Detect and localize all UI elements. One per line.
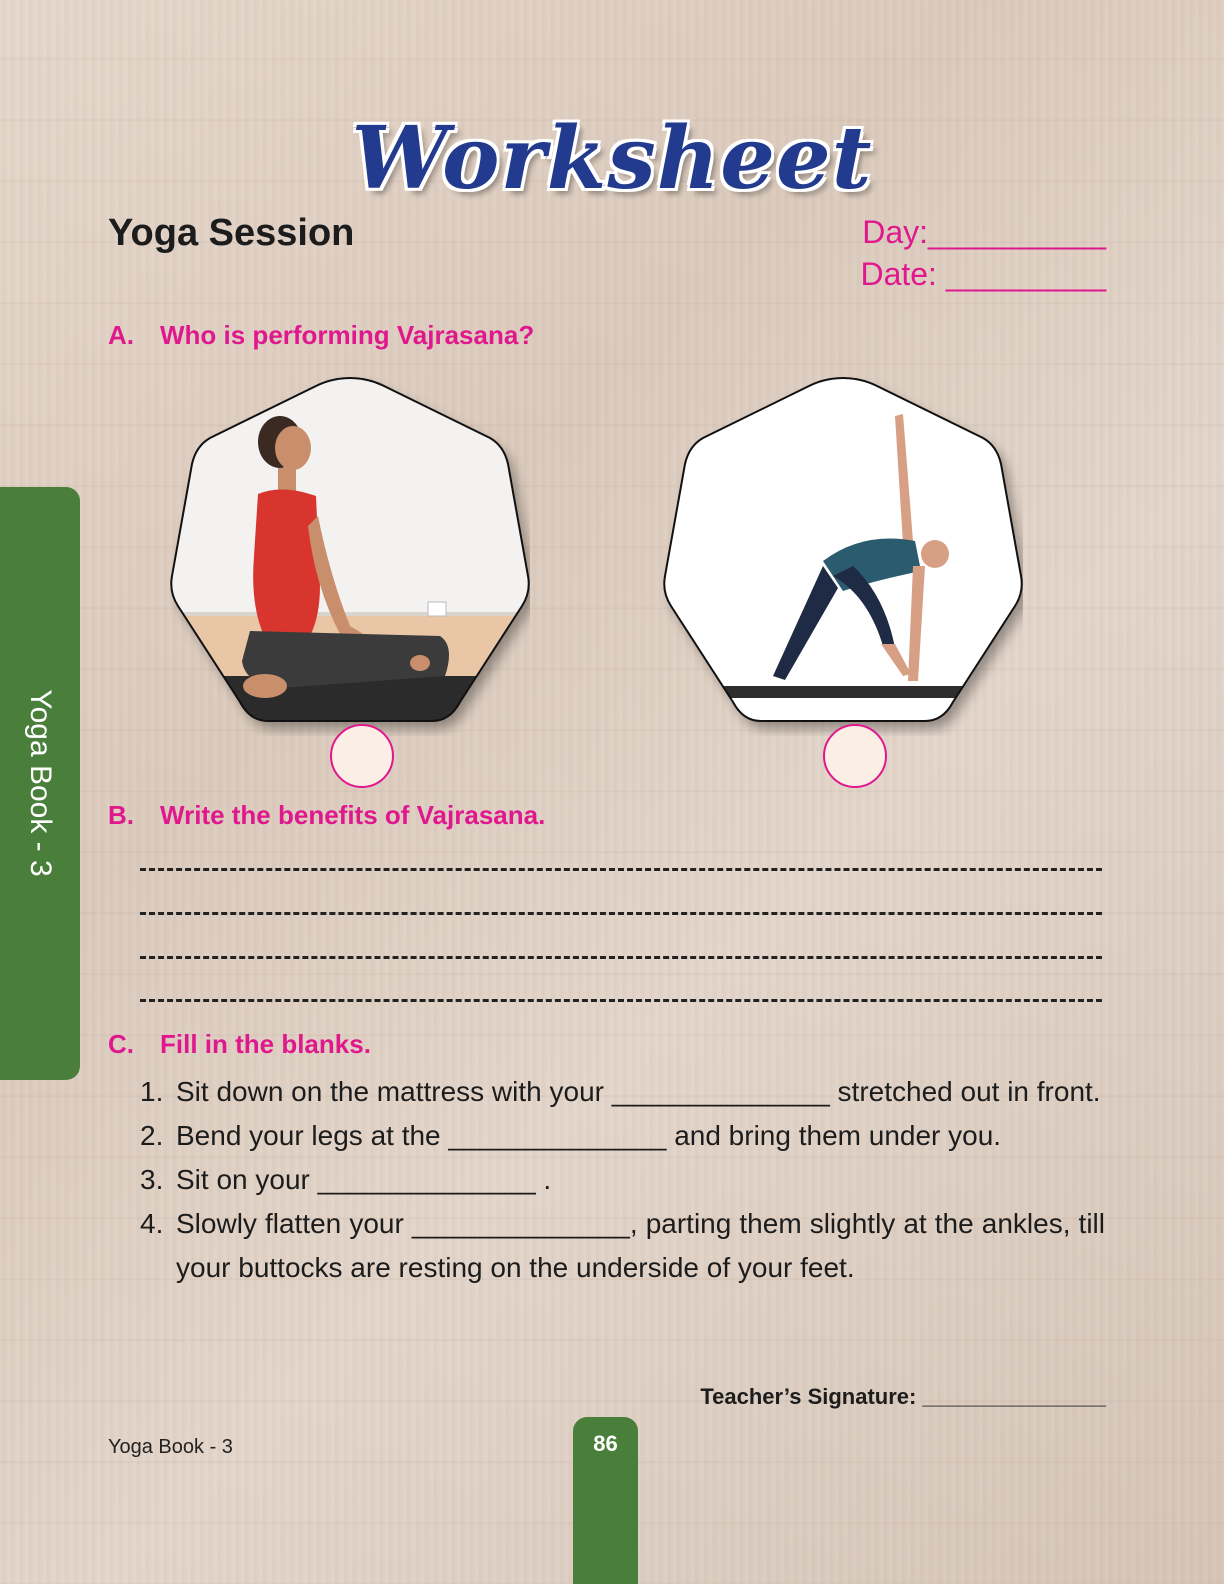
section-a-question <box>108 320 534 351</box>
answer-line-3[interactable] <box>140 956 1102 959</box>
section-c-question <box>108 1029 371 1060</box>
section-b-text: Write the benefits of Vajrasana. <box>160 800 546 830</box>
vajrasana-photo-frame <box>170 376 530 736</box>
answer-line-1[interactable] <box>140 868 1102 871</box>
side-chapter-tab <box>0 487 80 1080</box>
page-number: 86 <box>593 1431 618 1456</box>
list-item <box>140 1202 1105 1290</box>
answer-circle-1[interactable] <box>330 724 394 788</box>
item-number: 4. <box>140 1208 164 1239</box>
item-text: Sit down on the mattress with your ______________ stretched out in front. <box>176 1076 1101 1107</box>
item-number: 1. <box>140 1076 164 1107</box>
footer-book-label: Yoga Book - 3 <box>108 1436 233 1458</box>
session-title: Yoga Session <box>108 212 355 254</box>
section-b-question <box>108 800 545 831</box>
list-item <box>140 1158 1105 1202</box>
item-text: Bend your legs at the ______________ and bring them under you. <box>176 1120 1002 1151</box>
item-text: Slowly flatten your ______________, parting them slightly at the ankles, till your buttocks are resting on the underside of your feet. <box>176 1208 1105 1283</box>
item-number: 3. <box>140 1164 164 1195</box>
date-field: Date: _________ <box>860 256 1106 292</box>
triangle-pose-photo-frame <box>663 376 1023 736</box>
page-number-tab <box>573 1417 638 1584</box>
section-b-letter: B. <box>108 800 134 830</box>
item-text: Sit on your ______________ . <box>176 1164 552 1195</box>
section-c-text: Fill in the blanks. <box>160 1029 371 1059</box>
answer-line-2[interactable] <box>140 912 1102 915</box>
section-a-letter: A. <box>108 320 134 350</box>
list-item <box>140 1114 1105 1158</box>
worksheet-title: Worksheet <box>351 108 873 209</box>
triangle-pose-photo <box>663 376 1023 736</box>
day-field: Day:__________ <box>862 214 1106 250</box>
item-number: 2. <box>140 1120 164 1151</box>
answer-circle-2[interactable] <box>823 724 887 788</box>
side-tab-label: Yoga Book - 3 <box>24 689 57 877</box>
section-c-letter: C. <box>108 1029 134 1059</box>
section-a-text: Who is performing Vajrasana? <box>160 320 535 350</box>
vajrasana-photo <box>170 376 530 736</box>
teacher-signature: Teacher’s Signature: _______________ <box>700 1384 1106 1409</box>
fill-in-blanks-list <box>140 1070 1105 1290</box>
list-item <box>140 1070 1105 1114</box>
answer-line-4[interactable] <box>140 999 1102 1002</box>
